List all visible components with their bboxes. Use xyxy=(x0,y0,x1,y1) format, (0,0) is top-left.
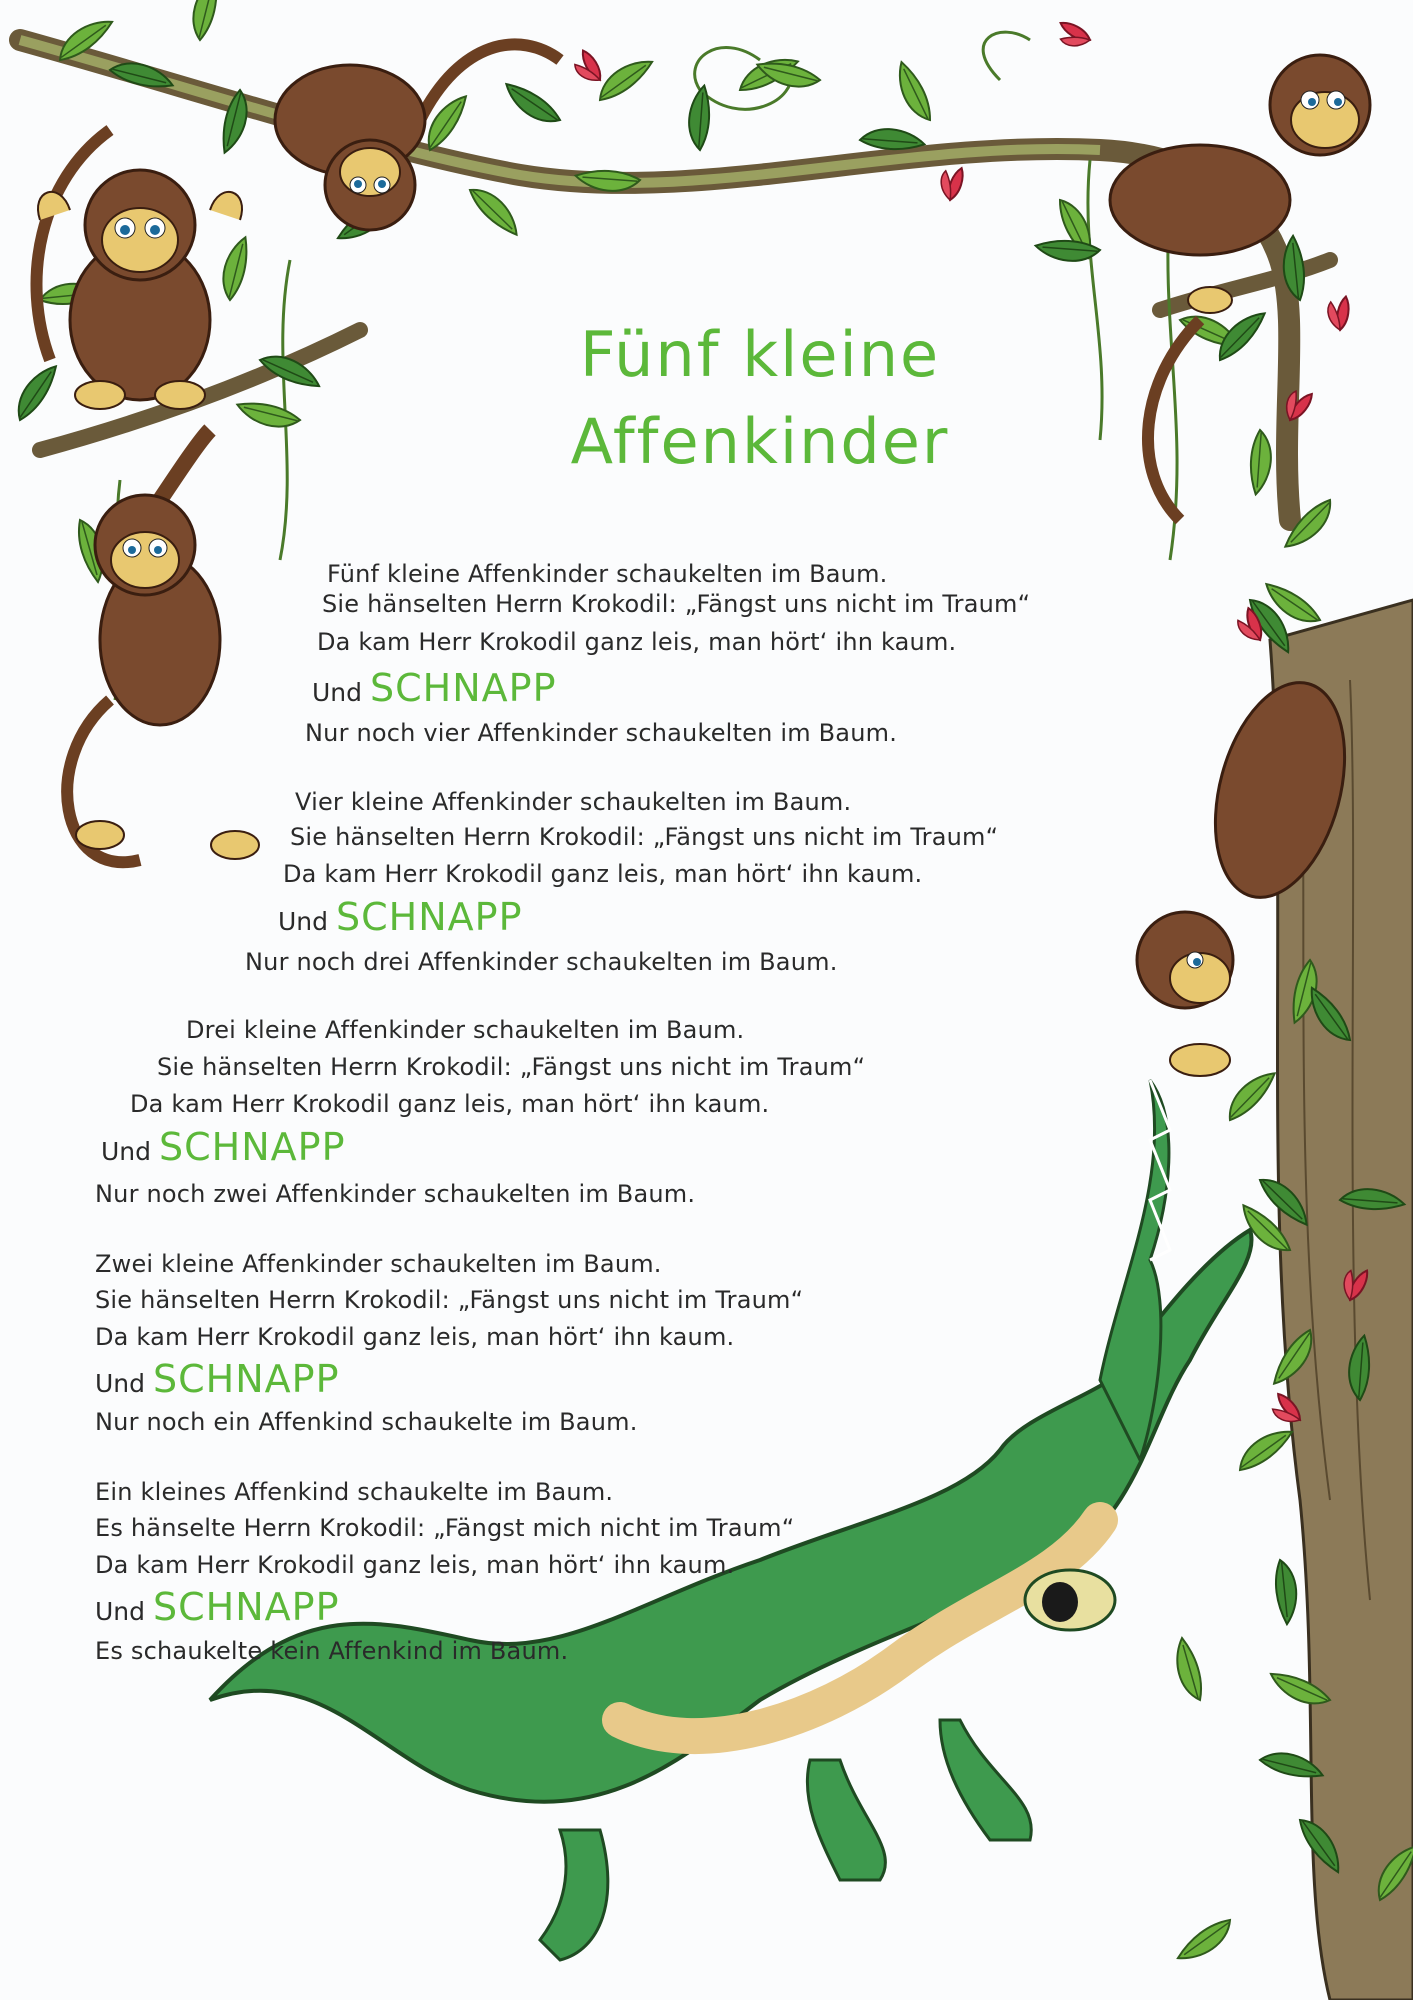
und-text: Und xyxy=(312,678,363,707)
stanza-1-refrain xyxy=(312,666,557,710)
monkey-top-left xyxy=(37,130,243,409)
stanza-1-last-line: Nur noch vier Affenkinder schaukelten im Baum. xyxy=(305,719,898,747)
monkey-upside-down xyxy=(275,44,560,230)
schnapp-text: SCHNAPP xyxy=(159,1125,346,1169)
stanza-3-refrain xyxy=(101,1125,346,1169)
stanza-4-last-line: Nur noch ein Affenkind schaukelte im Baum. xyxy=(95,1408,638,1436)
stanza-3-line-3: Da kam Herr Krokodil ganz leis, man hört‘ ihn kaum. xyxy=(130,1090,770,1118)
stanza-3-last-line: Nur noch zwei Affenkinder schaukelten im Baum. xyxy=(95,1180,696,1208)
stanza-4-line-3: Da kam Herr Krokodil ganz leis, man hört‘ ihn kaum. xyxy=(95,1323,735,1351)
und-text: Und xyxy=(101,1137,152,1166)
stanza-5-last-line: Es schaukelte kein Affenkind im Baum. xyxy=(95,1637,569,1665)
stanza-4-refrain xyxy=(95,1357,340,1401)
stanza-1-line-2: Sie hänselten Herrn Krokodil: „Fängst uns nicht im Traum“ xyxy=(322,590,1031,618)
schnapp-text: SCHNAPP xyxy=(153,1585,340,1629)
stanza-3-line-1: Drei kleine Affenkinder schaukelten im Baum. xyxy=(186,1016,745,1044)
stanza-5-line-2: Es hänselte Herrn Krokodil: „Fängst mich nicht im Traum“ xyxy=(95,1514,795,1542)
stanza-5-refrain xyxy=(95,1585,340,1629)
stanza-2-last-line: Nur noch drei Affenkinder schaukelten im Baum. xyxy=(245,948,838,976)
monkey-hanging-left xyxy=(67,430,259,862)
schnapp-text: SCHNAPP xyxy=(370,666,557,710)
poem-title-line1: Fünf kleine xyxy=(579,318,941,391)
poem-title-line2: Affenkinder xyxy=(570,405,950,478)
stanza-2-line-3: Da kam Herr Krokodil ganz leis, man hört‘ ihn kaum. xyxy=(283,860,923,888)
und-text: Und xyxy=(95,1369,146,1398)
stanza-2-refrain xyxy=(278,895,523,939)
stanza-1-line-1: Fünf kleine Affenkinder schaukelten im Baum. xyxy=(327,560,888,588)
stanza-2-line-1: Vier kleine Affenkinder schaukelten im Baum. xyxy=(295,788,852,816)
stanza-5-line-3: Da kam Herr Krokodil ganz leis, man hört‘ ihn kaum. xyxy=(95,1551,735,1579)
schnapp-text: SCHNAPP xyxy=(336,895,523,939)
stanza-4-line-2: Sie hänselten Herrn Krokodil: „Fängst uns nicht im Traum“ xyxy=(95,1286,804,1314)
stanza-1-line-3: Da kam Herr Krokodil ganz leis, man hört‘ ihn kaum. xyxy=(317,628,957,656)
stanza-5-line-1: Ein kleines Affenkind schaukelte im Baum. xyxy=(95,1478,614,1506)
und-text: Und xyxy=(95,1597,146,1626)
stanza-4-line-1: Zwei kleine Affenkinder schaukelten im Baum. xyxy=(95,1250,662,1278)
stanza-2-line-2: Sie hänselten Herrn Krokodil: „Fängst uns nicht im Traum“ xyxy=(290,823,999,851)
stanza-3-line-2: Sie hänselten Herrn Krokodil: „Fängst uns nicht im Traum“ xyxy=(157,1053,866,1081)
und-text: Und xyxy=(278,907,329,936)
schnapp-text: SCHNAPP xyxy=(153,1357,340,1401)
